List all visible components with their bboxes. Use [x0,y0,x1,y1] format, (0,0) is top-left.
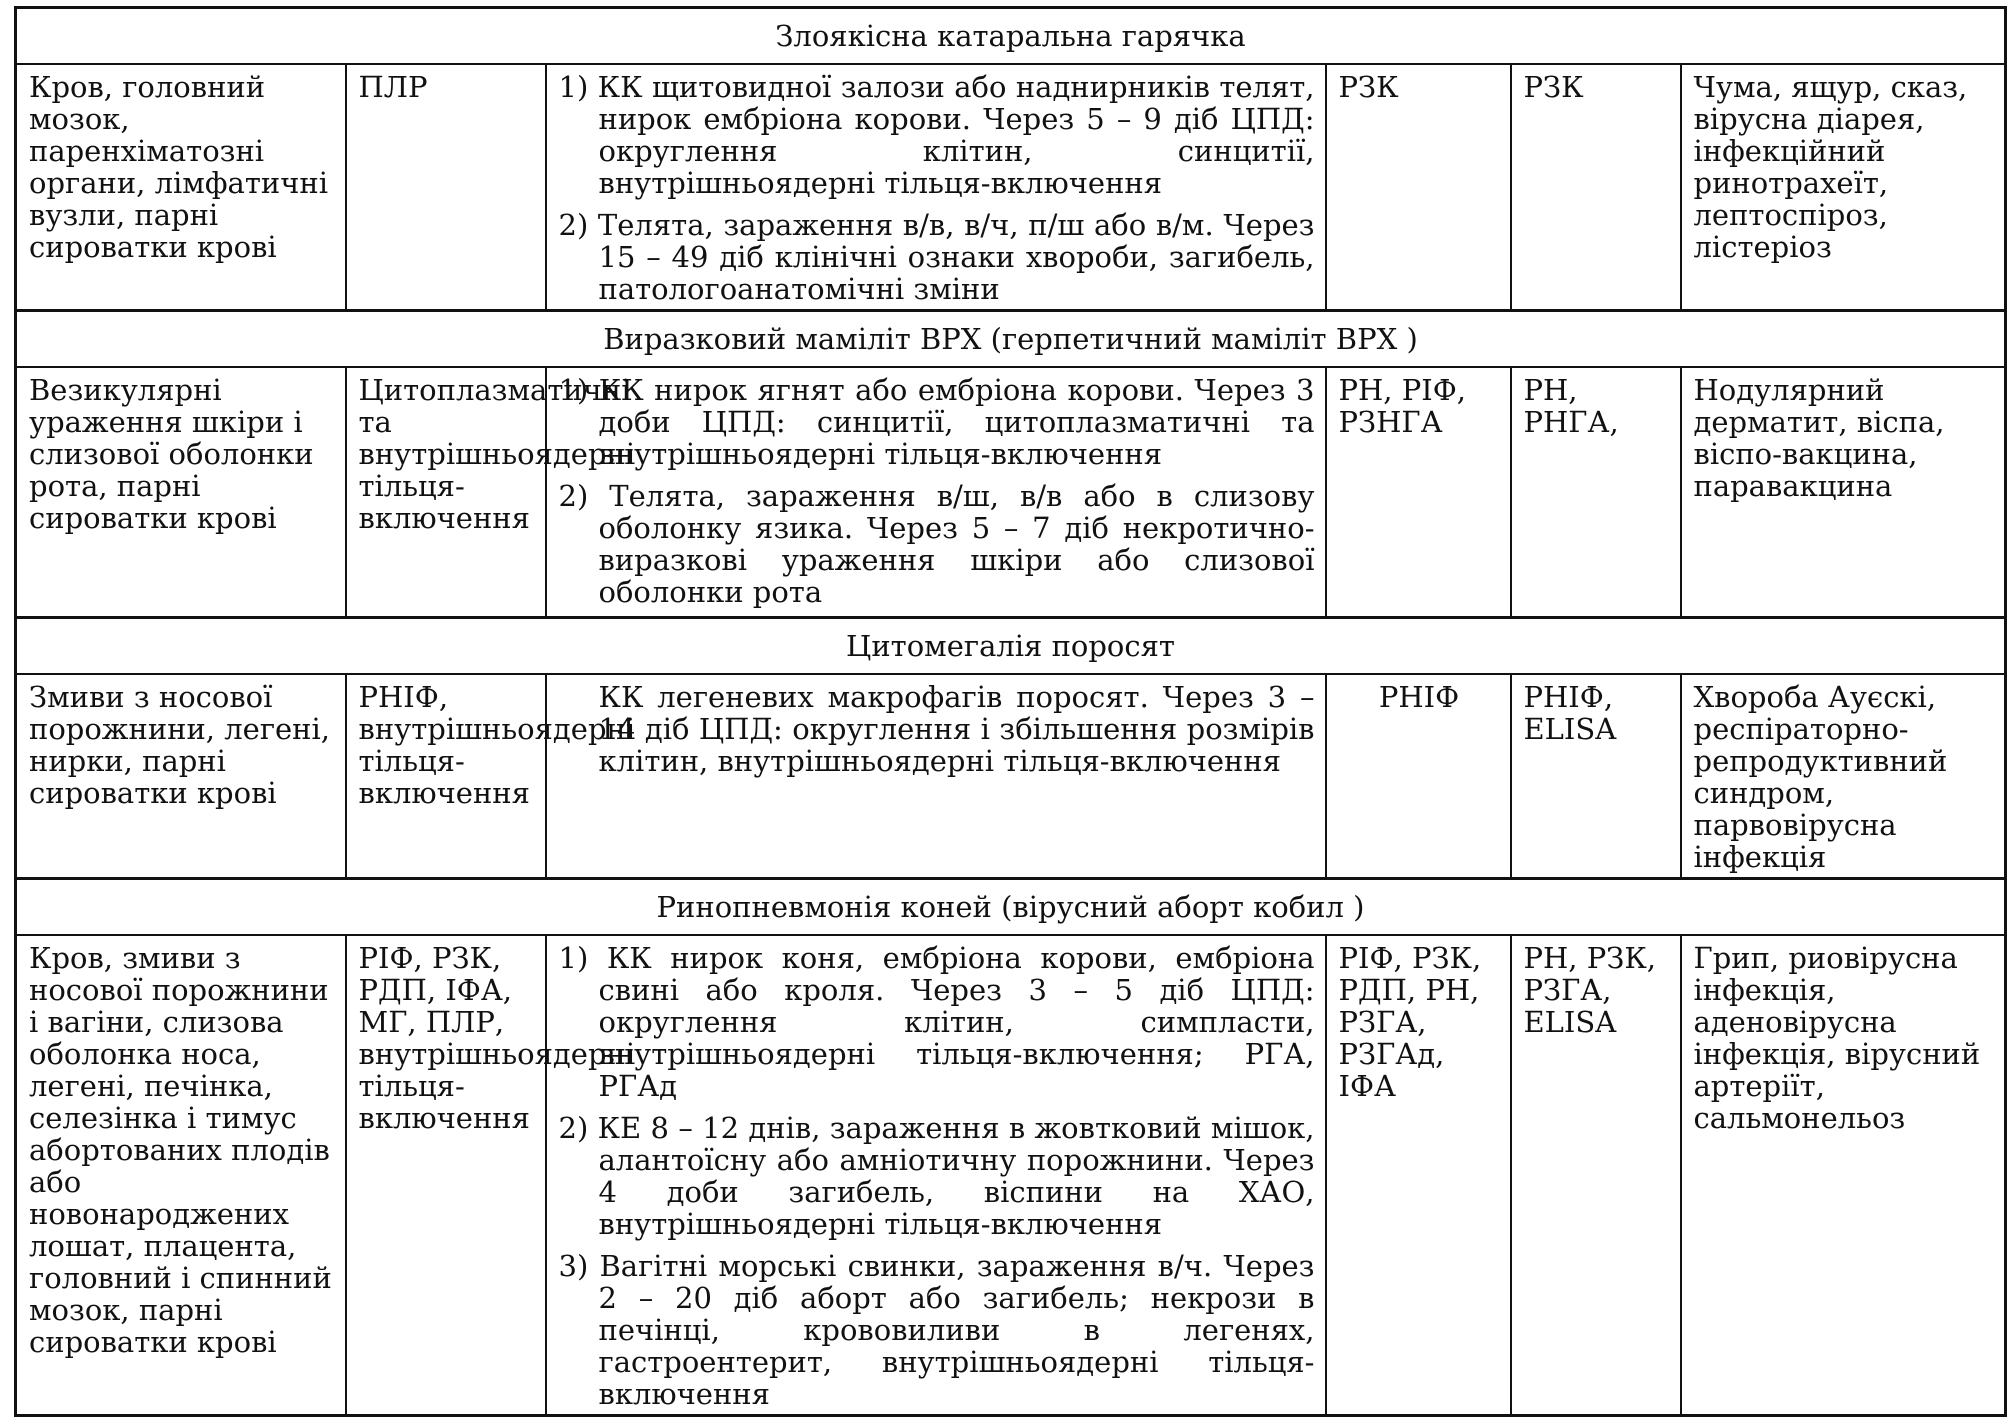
express-cell: РНІФ, внутрішньоядерні тільця-включення [346,674,546,879]
isolation-item: 2) Телята, зараження в/ш, в/в або в слизову оболонку язика. Через 5 – 7 діб некротично-виразкові ураження шкіри або слизової оболонки рота [558,479,1315,609]
isolation-item: 2) КЕ 8 – 12 днів, зараження в жовтковий мішок, алантоїсну або амніотичну порожнини. Через 4 доби загибель, віспини на ХАО, внутрішньоядерні тільця-включення [558,1110,1315,1241]
isolation-item: 1) КК нирок коня, ембріона корови, ембріона свині або кроля. Через 3 – 5 діб ЦПД: округлення клітин, симпласти, внутрішньоядерні тільця-включення; РГА, РГАд [558,940,1315,1103]
document-page [14,6,2004,1411]
diagnostics-table [14,6,2007,1417]
table-row [16,674,2006,879]
section-title-row [16,311,2006,368]
section-title: Виразковий маміліт ВРХ (герпетичний маміліт ВРХ ) [16,311,2006,368]
isolation-item: КК легеневих макрофагів поросят. Через 3 – 14 діб ЦПД: округлення і збільшення розмірів клітин, внутрішньоядерні тільця-включення [598,679,1315,778]
isolation-item: 3) Вагітні морські свинки, зараження в/ч. Через 2 – 20 діб аборт або загибель; некрози в печінці, крововиливи в легенях, гастроентерит, внутрішньоядерні тільця-включення [558,1248,1315,1411]
section-title-row [16,878,2006,935]
serology-cell: РНІФ, ELISA [1511,674,1681,879]
isolation-item: 2) Телята, зараження в/в, в/ч, п/ш або в/м. Через 15 – 49 діб клінічні ознаки хвороби, загибель, патологоанатомічні зміни [558,208,1315,306]
section-title: Злоякісна катаральна гарячка [16,8,2006,65]
express-cell: Цитоплазматичні та внутрішньоядерні тільця-включення [346,367,546,617]
material-cell: Кров, головний мозок, паренхіматозні органи, лімфатичні вузли, парні сироватки крові [16,64,346,311]
section-title-row [16,8,2006,65]
differential-cell: Чума, ящур, сказ, вірусна діарея, інфекційний ринотрахеїт, лептоспіроз, лістеріоз [1681,64,2006,311]
isolation-item: 1) КК щитовидної залози або наднирників телят, нирок ембріона корови. Через 5 – 9 діб ЦПД: округлення клітин, синцитії, внутрішньоядерні тільця-включення [558,70,1315,200]
isolation-cell [546,64,1326,311]
material-cell: Змиви з носової порожнини, легені, нирки, парні сироватки крові [16,674,346,879]
isolation-cell [546,935,1326,1416]
differential-cell: Хвороба Ауєскі, респіраторно-репродуктивний синдром, парвовірусна інфекція [1681,674,2006,879]
table-row [16,935,2006,1416]
table-row [16,64,2006,311]
identification-cell: РН, РІФ, РЗНГА [1326,367,1511,617]
table-row [16,367,2006,617]
isolation-cell [546,674,1326,879]
material-cell: Везикулярні ураження шкіри і слизової оболонки рота, парні сироватки крові [16,367,346,617]
section-title: Ринопневмонія коней (вірусний аборт кобил ) [16,878,2006,935]
identification-cell: РІФ, РЗК, РДП, РН, РЗГА, РЗГАд, ІФА [1326,935,1511,1416]
isolation-item: 1) КК нирок ягнят або ембріона корови. Через 3 доби ЦПД: синцитії, цитоплазматичні та внутрішньоядерні тільця-включення [558,373,1315,471]
serology-cell: РН, РЗК, РЗГА, ELISA [1511,935,1681,1416]
section-title: Цитомегалія поросят [16,617,2006,674]
differential-cell: Грип, риовірусна інфекція, аденовірусна інфекція, вірусний артеріїт, сальмонельоз [1681,935,2006,1416]
express-cell: ПЛР [346,64,546,311]
serology-cell: РЗК [1511,64,1681,311]
identification-cell: РНІФ [1326,674,1511,879]
serology-cell: РН, РНГА, [1511,367,1681,617]
material-cell: Кров, змиви з носової порожнини і вагіни, слизова оболонка носа, легені, печінка, селезінка і тимус абортованих плодів або новонароджених лошат, плацента, головний і спинний мозок, парні сироватки крові [16,935,346,1416]
express-cell: РІФ, РЗК, РДП, ІФА, МГ, ПЛР, внутрішньоядерні тільця-включення [346,935,546,1416]
isolation-cell [546,367,1326,617]
identification-cell: РЗК [1326,64,1511,311]
section-title-row [16,617,2006,674]
differential-cell: Нодулярний дерматит, віспа, віспо-вакцина, паравакцина [1681,367,2006,617]
